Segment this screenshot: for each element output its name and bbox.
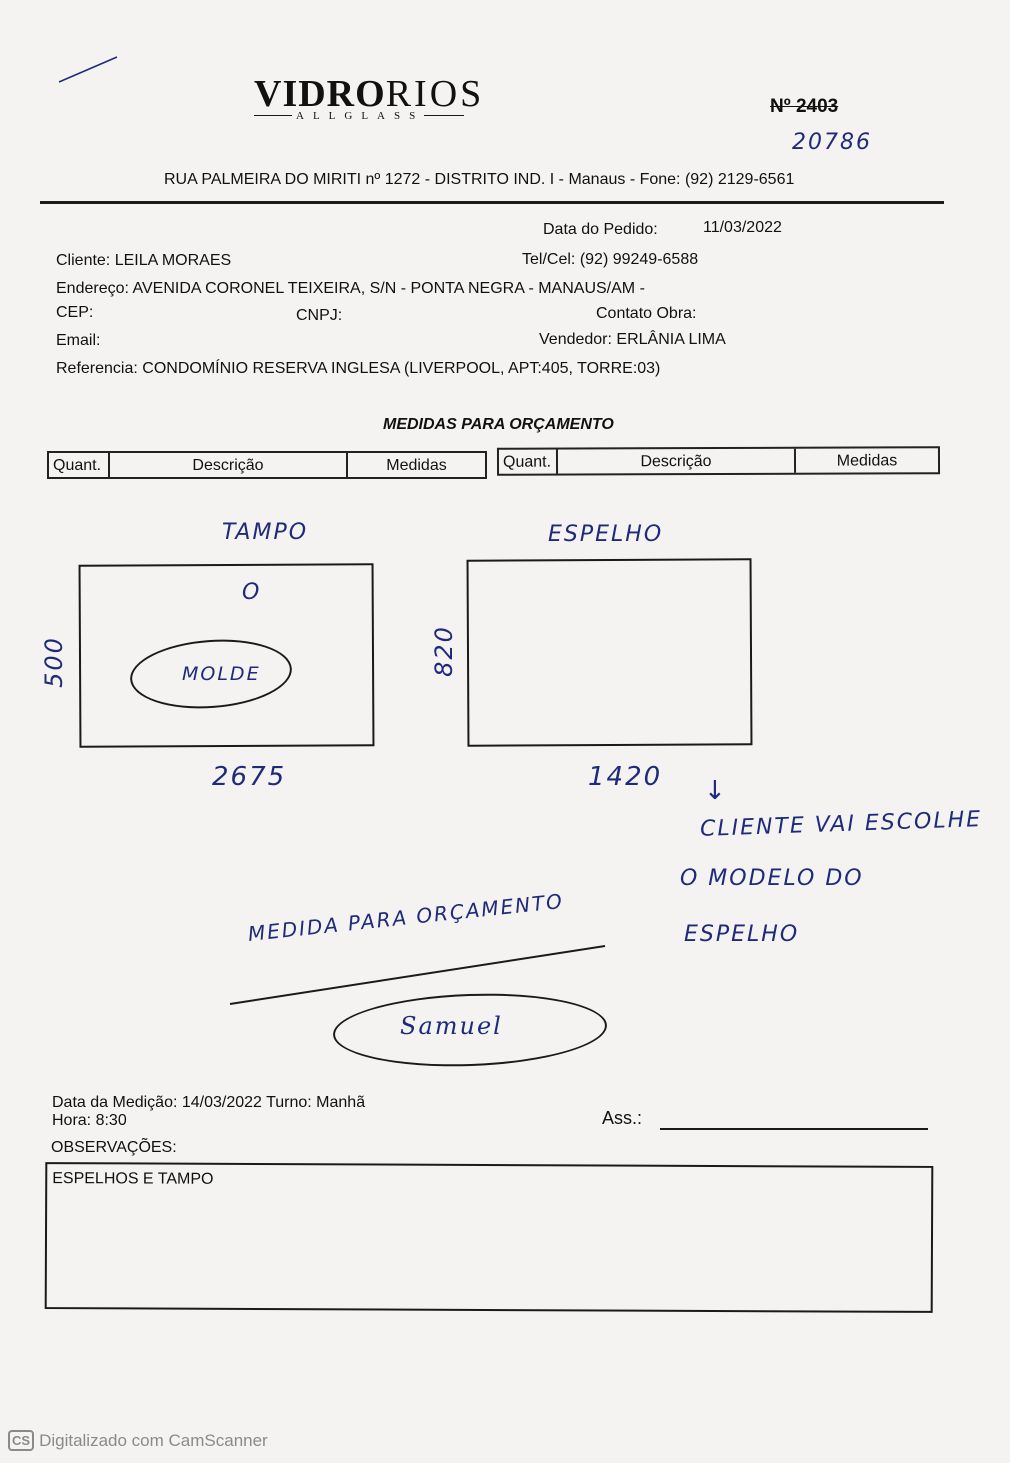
company-address: RUA PALMEIRA DO MIRITI nº 1272 - DISTRITO IND. I - Manaus - Fone: (92) 2129-6561	[164, 171, 795, 188]
measures-header-left	[47, 451, 487, 479]
order-date-value: 11/03/2022	[703, 219, 782, 236]
espelho-height: 820	[429, 625, 458, 677]
note-line-1: CLIENTE VAI ESCOLHE	[699, 807, 983, 842]
col-descricao: Descrição	[110, 453, 348, 477]
espelho-rectangle	[467, 558, 753, 746]
col-medidas: Medidas	[386, 457, 447, 474]
tampo-label: TAMPO	[222, 520, 309, 545]
tampo-hole-mark: O	[242, 580, 262, 605]
tampo-height: 500	[39, 636, 68, 688]
cnpj-label: CNPJ:	[296, 307, 343, 324]
observations-label: OBSERVAÇÕES:	[51, 1139, 177, 1156]
seller-row: Vendedor: ERLÂNIA LIMA	[539, 331, 726, 348]
scanner-footer	[8, 1430, 268, 1451]
client-row: Cliente: LEILA MORAES	[56, 252, 232, 269]
logo-rule-left	[254, 115, 292, 116]
printed-order-number: Nº 2403	[770, 96, 839, 117]
measures-header-right	[497, 446, 940, 476]
cep-label: CEP:	[56, 304, 94, 321]
email-label: Email:	[56, 332, 101, 349]
observations-box	[45, 1162, 934, 1313]
handwritten-order-number: 20786	[792, 130, 872, 155]
molde-text: MOLDE	[182, 663, 261, 685]
signature: Samuel	[400, 1012, 503, 1040]
note-arrow: ↓	[704, 776, 728, 806]
espelho-label: ESPELHO	[548, 522, 664, 547]
logo-subtitle: ALLGLASS	[296, 110, 425, 122]
note-line-3: ESPELHO	[684, 922, 800, 947]
header-rule	[40, 201, 944, 204]
espelho-width: 1420	[588, 762, 663, 792]
camscanner-icon: CS	[8, 1430, 34, 1451]
signature-line	[660, 1128, 928, 1130]
address-row: Endereço: AVENIDA CORONEL TEIXEIRA, S/N - PONTA NEGRA - MANAUS/AM -	[56, 280, 645, 297]
scanner-text: Digitalizado com CamScanner	[39, 1430, 268, 1450]
pen-mark	[55, 52, 125, 87]
col-descricao: Descrição	[558, 449, 796, 474]
measurement-date: Data da Medição: 14/03/2022 Turno: Manhã	[52, 1094, 366, 1111]
observations-value: ESPELHOS E TAMPO	[52, 1170, 214, 1188]
signature-label: Ass.:	[602, 1108, 643, 1128]
company-logo: VIDRORIOS	[254, 73, 485, 115]
order-date-label: Data do Pedido:	[543, 221, 658, 238]
col-quant: Quant.	[49, 453, 110, 477]
col-quant: Quant.	[499, 450, 558, 474]
measures-title: MEDIDAS PARA ORÇAMENTO	[383, 416, 614, 433]
phone-row: Tel/Cel: (92) 99249-6588	[522, 251, 699, 268]
contact-label: Contato Obra:	[596, 305, 697, 322]
col-medidas: Medidas	[836, 452, 898, 470]
reference-row: Referencia: CONDOMÍNIO RESERVA INGLESA (LIVERPOOL, APT:405, TORRE:03)	[56, 360, 661, 377]
measurement-hour: Hora: 8:30	[52, 1112, 127, 1129]
note-line-2: O MODELO DO	[680, 866, 864, 891]
medida-note: MEDIDA PARA ORÇAMENTO	[246, 888, 565, 946]
tampo-width: 2675	[212, 762, 287, 792]
logo-rule-right	[424, 115, 464, 116]
